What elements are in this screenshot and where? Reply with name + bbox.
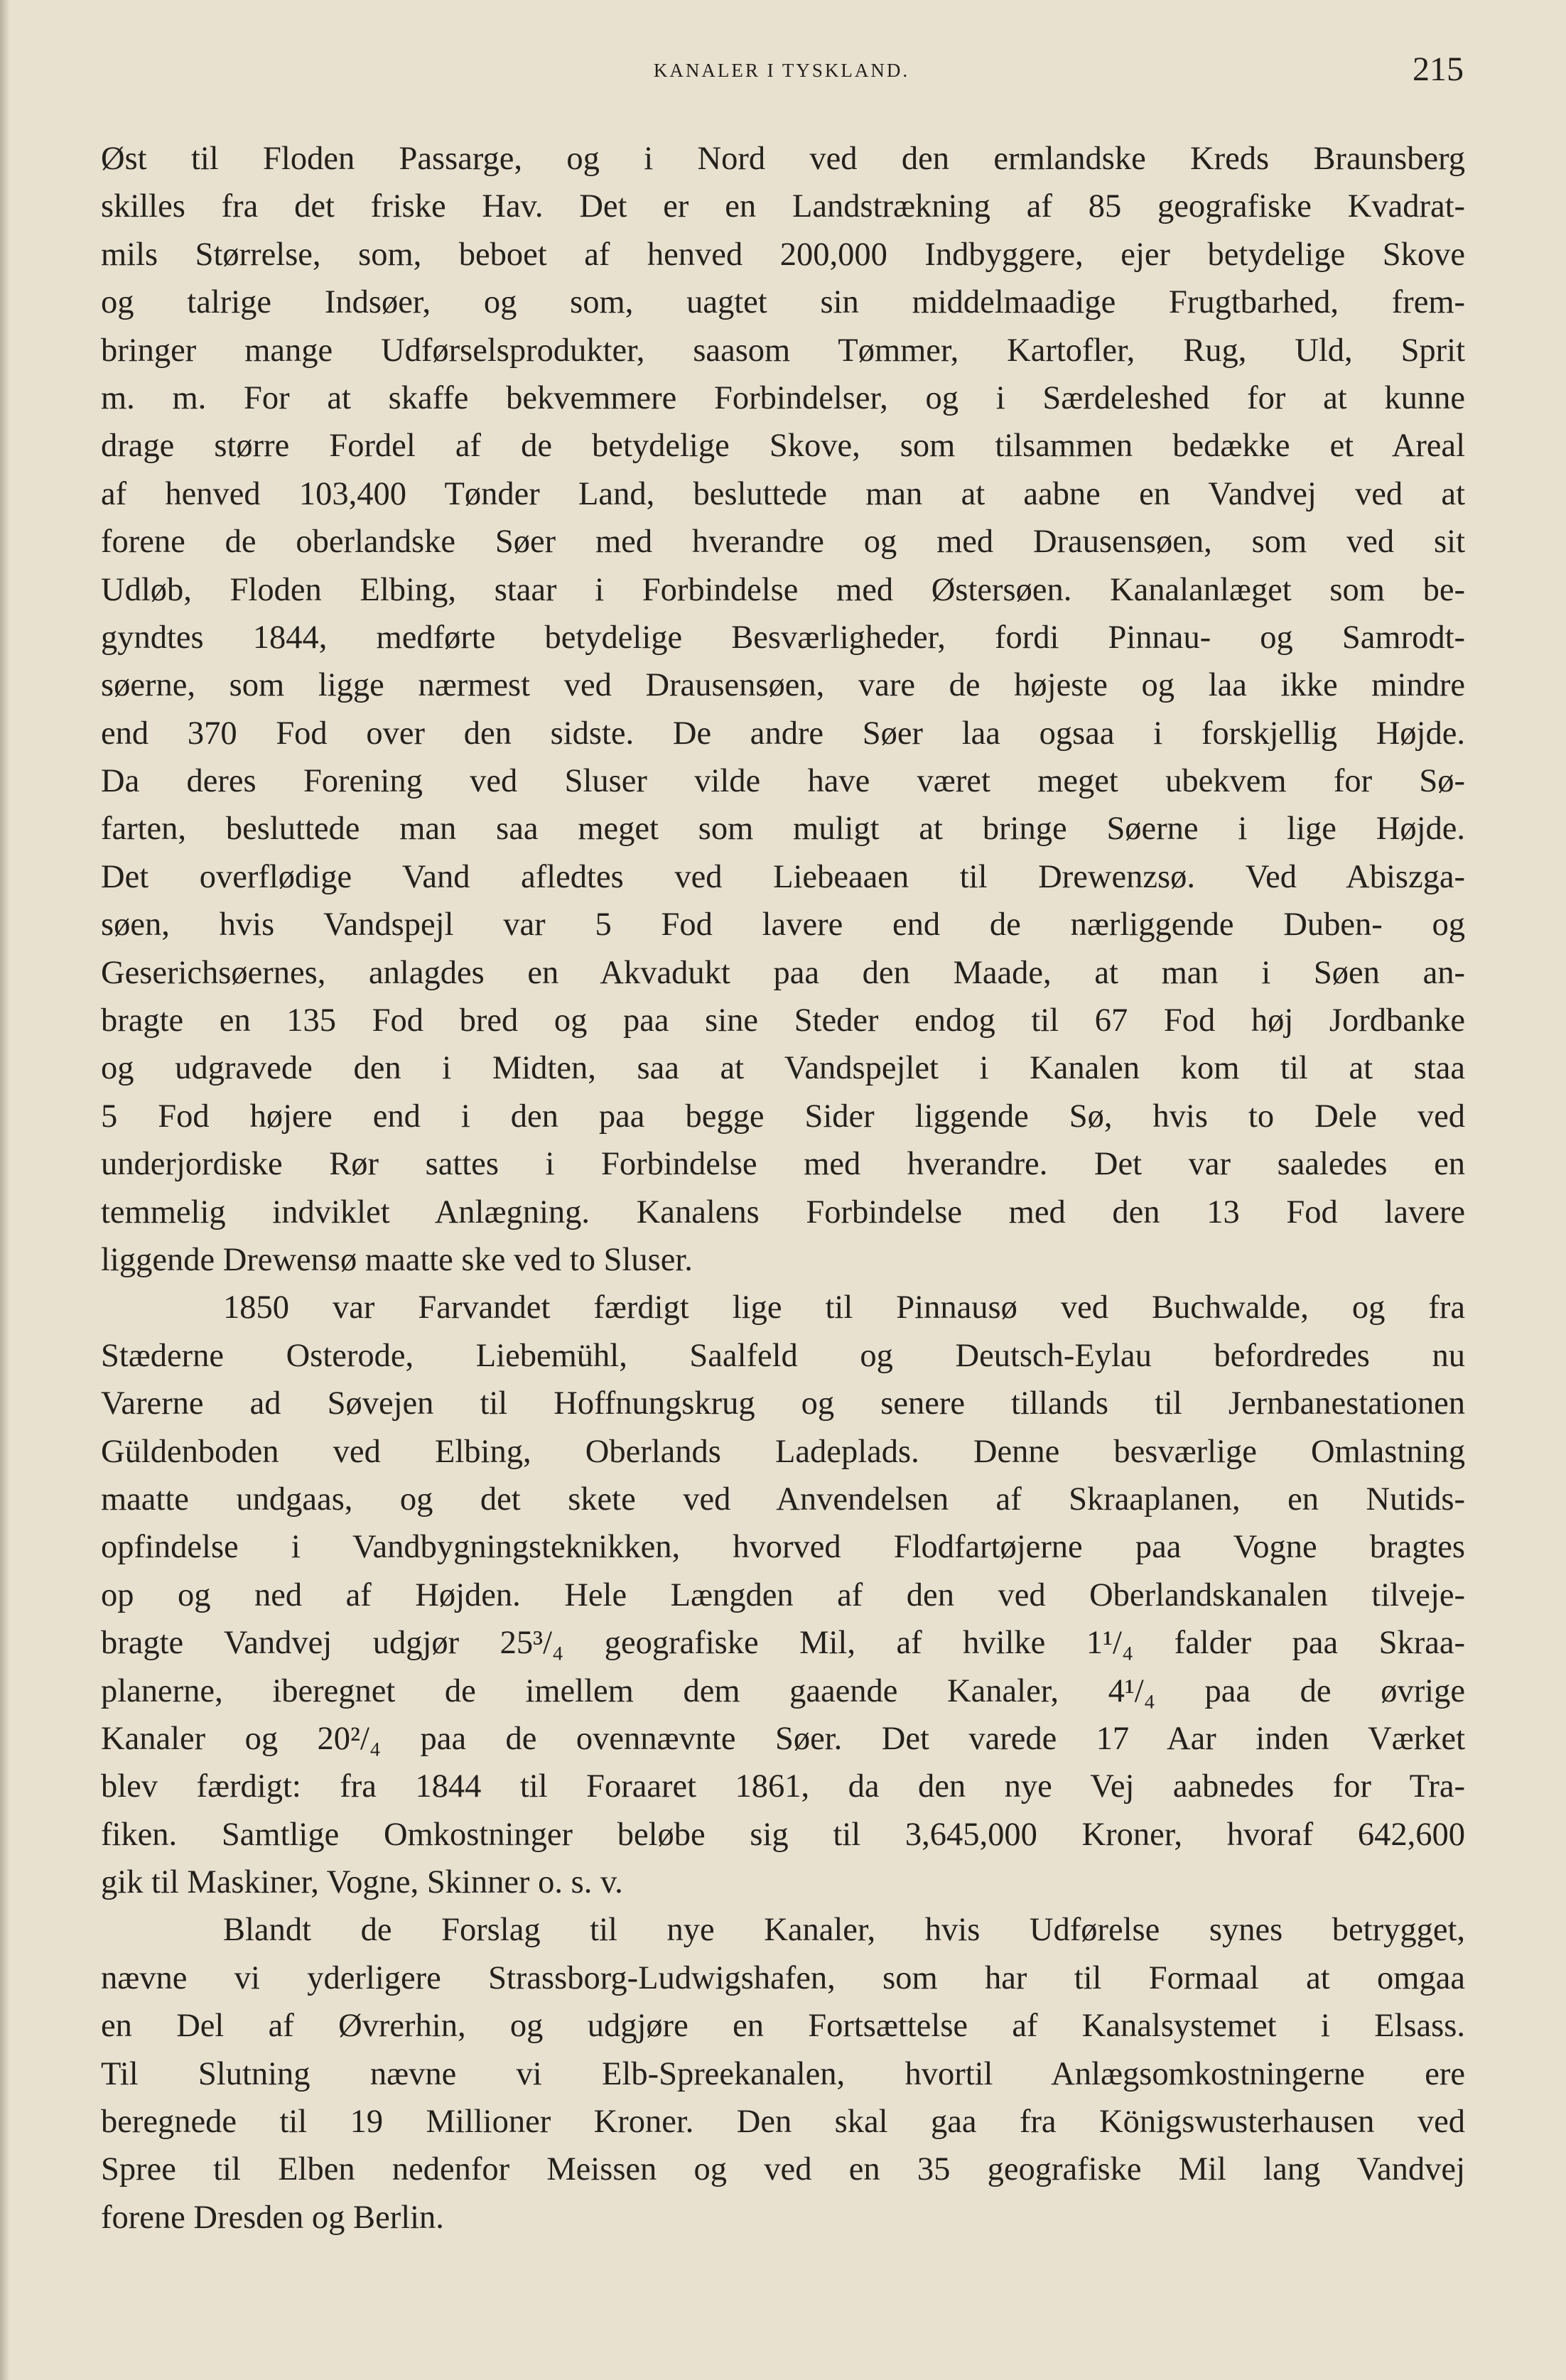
- text-line: op og ned af Højden. Hele Længden af den ved Oberlandskanalen tilveje-: [101, 1576, 1465, 1613]
- running-title: KANALER I TYSKLAND.: [653, 60, 910, 81]
- text-line: Geserichsøernes, anlagdes en Akvadukt paa den Maade, at man i Søen an-: [101, 954, 1465, 991]
- text-line: og udgravede den i Midten, saa at Vandspejlet i Kanalen kom til at staa: [101, 1050, 1465, 1087]
- text-line: bragte en 135 Fod bred og paa sine Steder endog til 67 Fod høj Jordbanke: [101, 1002, 1465, 1039]
- text-line: farten, besluttede man saa meget som muligt at bringe Søerne i lige Højde.: [101, 811, 1465, 848]
- text-line: Da deres Forening ved Sluser vilde have været meget ubekvem for Sø-: [101, 763, 1465, 800]
- text-line: en Del af Øvrerhin, og udgjøre en Fortsættelse af Kanalsystemet i Elsass.: [101, 2008, 1465, 2045]
- text-line: blev færdigt: fra 1844 til Foraaret 1861, da den nye Vej aabnedes for Tra-: [101, 1768, 1465, 1805]
- text-line: Det overflødige Vand afledtes ved Liebeaaen til Drewenzsø. Ved Abiszga-: [101, 858, 1465, 895]
- text-line: temmelig indviklet Anlægning. Kanalens Forbindelse med den 13 Fod lavere: [101, 1194, 1465, 1230]
- running-head: [99, 50, 1464, 92]
- text-line: fiken. Samtlige Omkostninger beløbe sig til 3,645,000 Kroner, hvoraf 642,600: [101, 1816, 1465, 1853]
- text-line: bragte Vandvej udgjør 25³/₄ geografiske Mil, af hvilke 1¹/₄ falder paa Skraa-: [101, 1625, 1465, 1662]
- text-line: Til Slutning nævne vi Elb-Spreekanalen, hvortil Anlægsomkostningerne ere: [101, 2055, 1465, 2092]
- text-line: 1850 var Farvandet færdigt lige til Pinnausø ved Buchwalde, og fra: [223, 1289, 1465, 1326]
- text-line: liggende Drewensø maatte ske ved to Sluser.: [101, 1241, 693, 1278]
- text-line: Udløb, Floden Elbing, staar i Forbindelse med Østersøen. Kanalanlæget som be-: [101, 571, 1465, 608]
- text-line: bringer mange Udførselsprodukter, saasom Tømmer, Kartofler, Rug, Uld, Sprit: [101, 332, 1465, 369]
- text-line: Spree til Elben nedenfor Meissen og ved en 35 geografiske Mil lang Vandvej: [101, 2151, 1465, 2188]
- text-line: af henved 103,400 Tønder Land, besluttede man at aabne en Vandvej ved at: [101, 475, 1465, 512]
- text-line: gyndtes 1844, medførte betydelige Besværligheder, fordi Pinnau- og Samrodt-: [101, 619, 1465, 656]
- text-line: opfindelse i Vandbygningsteknikken, hvorved Flodfartøjerne paa Vogne bragtes: [101, 1529, 1465, 1566]
- page-number: 215: [1413, 50, 1464, 88]
- text-line: beregnede til 19 Millioner Kroner. Den skal gaa fra Königswusterhausen ved: [101, 2104, 1465, 2141]
- text-line: 5 Fod højere end i den paa begge Sider liggende Sø, hvis to Dele ved: [101, 1098, 1465, 1135]
- text-line: forene de oberlandske Søer med hverandre og med Drausensøen, som ved sit: [101, 524, 1465, 561]
- text-line: end 370 Fod over den sidste. De andre Søer laa ogsaa i forskjellig Højde.: [101, 715, 1465, 752]
- text-line: mils Størrelse, som, beboet af henved 200,000 Indbyggere, ejer betydelige Skove: [101, 236, 1465, 273]
- text-line: drage større Fordel af de betydelige Skove, som tilsammen bedække et Areal: [101, 428, 1465, 465]
- text-line: m. m. For at skaffe bekvemmere Forbindelser, og i Særdeleshed for at kunne: [101, 379, 1465, 416]
- text-line: maatte undgaas, og det skete ved Anvendelsen af Skraaplanen, en Nutids-: [101, 1481, 1465, 1518]
- text-line: nævne vi yderligere Strassborg-Ludwigshafen, som har til Formaal at omgaa: [101, 1959, 1465, 1996]
- text-line: underjordiske Rør sattes i Forbindelse med hverandre. Det var saaledes en: [101, 1146, 1465, 1183]
- text-line: Blandt de Forslag til nye Kanaler, hvis Udførelse synes betrygget,: [223, 1912, 1465, 1949]
- text-line: planerne, iberegnet de imellem dem gaaende Kanaler, 4¹/₄ paa de øvrige: [101, 1672, 1465, 1709]
- page-edge-shadow: [0, 0, 10, 2380]
- text-line: Varerne ad Søvejen til Hoffnungskrug og senere tillands til Jernbanestationen: [101, 1385, 1465, 1422]
- text-line: Stæderne Osterode, Liebemühl, Saalfeld og Deutsch-Eylau befordredes nu: [101, 1337, 1465, 1374]
- text-line: Güldenboden ved Elbing, Oberlands Ladeplads. Denne besværlige Omlastning: [101, 1433, 1465, 1470]
- text-line: søerne, som ligge nærmest ved Drausensøen, vare de højeste og laa ikke mindre: [101, 667, 1465, 704]
- text-line: Kanaler og 20²/₄ paa de ovennævnte Søer. Det varede 17 Aar inden Værket: [101, 1720, 1465, 1757]
- text-line: forene Dresden og Berlin.: [101, 2199, 444, 2236]
- text-line: søen, hvis Vandspejl var 5 Fod lavere end de nærliggende Duben- og: [101, 907, 1465, 943]
- body-text: [101, 135, 1465, 2241]
- text-line: og talrige Indsøer, og som, uagtet sin middelmaadige Frugtbarhed, frem-: [101, 284, 1465, 321]
- text-line: skilles fra det friske Hav. Det er en Landstrækning af 85 geografiske Kvadrat-: [101, 188, 1465, 225]
- text-line: Øst til Floden Passarge, og i Nord ved den ermlandske Kreds Braunsberg: [101, 141, 1465, 177]
- text-line: gik til Maskiner, Vogne, Skinner o. s. v.: [101, 1864, 623, 1901]
